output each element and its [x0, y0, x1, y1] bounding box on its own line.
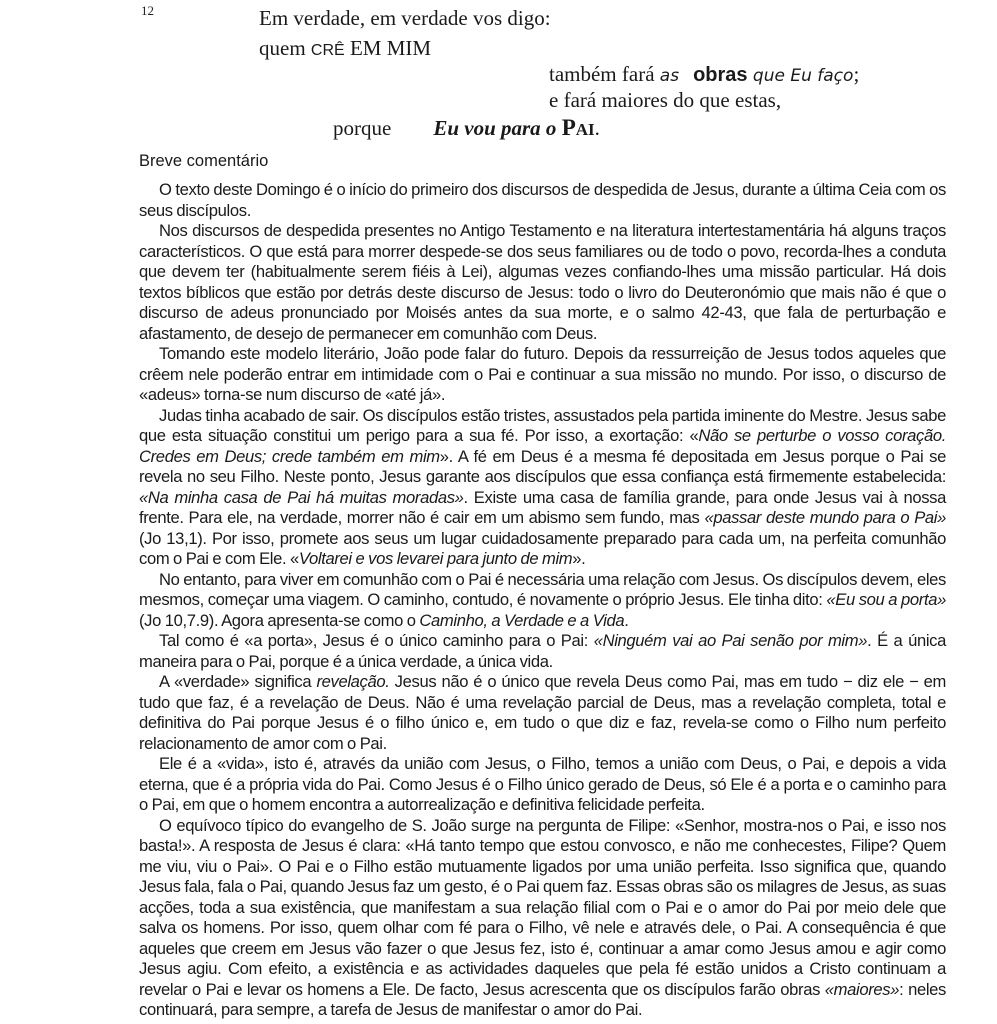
text: . É a única maneira para o Pai, porque é a única verdade, a única vida.: [139, 631, 946, 671]
quote-italic: «passar deste mundo para o Pai»: [704, 508, 947, 527]
commentary-paragraph: O texto deste Domingo é o início do primeiro dos discursos de despedida de Jesus, durante a última Ceia com os seus discípulos.: [139, 180, 946, 220]
verse-as: as: [659, 66, 680, 86]
commentary-paragraph: Nos discursos de despedida presentes no Antigo Testamento e na literatura intertestamentária há alguns traços característicos. O que está para morrer despede-se dos seus familiares ou de todo o povo, recorda-lhes a conduta que devem ter (habitualmente serem fiéis à Lei), algumas vezes confiando-lhes uma missão particular. Há dois textos bíblicos que estão por detrás deste discurso de Jesus: todo o livro do Deuteronómio que mais não é que o discurso de adeus pronunciado por Moisés antes da sua morte, e o salmo 42-43, que fala de perturbação e afastamento, de desejo de permanecer em comunhão com Deus.: [139, 221, 946, 343]
commentary-paragraph: [139, 570, 946, 632]
commentary-heading: Breve comentário: [139, 152, 269, 170]
verse-line-1: Em verdade, em verdade vos digo:: [259, 6, 551, 30]
text: Judas tinha acabado de sair. Os discípulos estão tristes, assustados pela partida iminente do Mestre. Jesus sabe que esta situação constitui um perigo para a sua fé. Por isso, a exortação: «: [139, 405, 946, 445]
text: (Jo 10,7.9). Agora apresenta-se como o: [139, 610, 420, 630]
commentary-paragraph: Ele é a «vida», isto é, através da união com Jesus, o Filho, temos a união com Deus, o Pai, e depois a vida eterna, que é a própria vida do Pai. Como Jesus é o Filho único gerado de Deus, só Ele é a porta e o caminho para o Pai, em que o homem encontra a autorrealização e definitiva felicidade perfeita.: [139, 754, 946, 814]
verse-porque: porque: [333, 116, 392, 140]
text: (Jo 13,1). Por isso, promete aos seus um lugar cuidadosamente preparado para cada um, na perfeita comunhão com o Pai e com Ele. «: [139, 528, 946, 568]
commentary-paragraph: Tomando este modelo literário, João pode falar do futuro. Depois da ressurreição de Jesus todos aqueles que crêem nele poderão entrar em intimidade com o Pai e continuar a sua missão no mundo. Por isso, o discurso de «adeus» torna-se num discurso de «até já».: [139, 344, 946, 404]
text: ». A fé em Deus é a mesma fé depositada em Jesus porque o Pai se revela no seu Filho. Neste ponto, Jesus garante aos discípulos que essa confiança está firmemente estabelecida:: [139, 446, 947, 486]
commentary-paragraph: [139, 816, 946, 1021]
quote-italic: «maiores»: [824, 979, 900, 999]
commentary-paragraph: [139, 631, 946, 672]
text: : neles continuará, para sempre, a tarefa de Jesus de manifestar o amor do Pai.: [139, 979, 946, 1019]
quote-italic: Não se perturbe o vosso coração. Credes em Deus; crede também em mim: [139, 426, 946, 466]
text: No entanto, para viver em comunhão com o Pai é necessária uma relação com Jesus. Os discípulos devem, eles mesmos, começar uma viagem. O caminho, contudo, é novamente o próprio Jesus. Ele tinha dito:: [139, 569, 946, 609]
verse-cre: CRÊ: [310, 42, 345, 59]
quote-italic: Voltarei e vos levarei para junto de mim: [298, 549, 573, 568]
quote-italic: «Eu sou a porta»: [826, 590, 946, 609]
verse-obras: obras: [693, 64, 748, 86]
verse-line-3: [549, 62, 859, 87]
page-number: 12: [141, 3, 154, 18]
verse-line-4: e fará maiores do que estas,: [549, 88, 782, 112]
text: Tal como é «a porta», Jesus é o único caminho para o Pai:: [159, 631, 594, 650]
verse-period: .: [594, 116, 600, 140]
commentary-body: [139, 180, 946, 1021]
verse-eu-vou: Eu vou para o: [433, 116, 562, 140]
verse-line-2: [259, 36, 431, 61]
verse-pai-rest: AI: [575, 120, 595, 139]
text: ».: [572, 549, 586, 568]
quote-italic: «Na minha casa de Pai há muitas moradas»: [139, 487, 464, 507]
quote-italic: revelação.: [316, 672, 390, 691]
verse-semicolon: ;: [853, 62, 860, 86]
quote-italic: «Ninguém vai ao Pai senão por mim»: [593, 631, 868, 650]
verse-em-mim: EM MIM: [344, 36, 432, 60]
text: A «verdade» significa: [159, 672, 317, 691]
quote-italic: Caminho, a Verdade e a Vida: [419, 610, 625, 630]
commentary-paragraph: [139, 672, 946, 754]
text: . Existe uma casa de família grande, para onde Jesus vai à nossa frente. Para ele, na verdade, morrer não é cair em um abismo sem fundo, mas: [139, 487, 947, 527]
text: O equívoco típico do evangelho de S. João surge na pergunta de Filipe: «Senhor, mostra-nos o Pai, e isso nos basta!». A resposta de Jesus é clara: «Há tanto tempo que estou convosco, e não me conhecestes, Filipe? Quem me viu, viu o Pai». O Pai e o Filho estão mutuamente ligados por uma união perfeita. Isso significa que, quando Jesus fala, fala o Pai, quando Jesus faz um gesto, é o Pai quem faz. Essas obras são os milagres de Jesus, as suas acções, toda a sua existência, que manifestam a sua relação filial com o Pai e o amor do Pai por meio dele que salva os homens. Por isso, quem olhar com fé para o Filho, vê nele e através dele, o Pai. A consequência é que aqueles que creem em Jesus vão fazer o que Jesus fez, isto é, continuar a amar como Jesus amou e agir como Jesus agiu. Com efeito, a existência e as actividades daqueles que pela fé estão unidos a Cristo continuam a revelar o Pai e levar os homens a Ele. De facto, Jesus acrescenta que os discípulos farão obras: [139, 815, 946, 999]
verse-que-eu-faco: que Eu faço: [747, 66, 854, 86]
verse-tambem-fara: também fará: [549, 62, 660, 86]
text: Jesus não é o único que revela Deus como Pai, mas em tudo − diz ele − em tudo que faz, é a revelação de Deus. Não é uma revelação parcial de Deus, mas a revelação completa, total e definitiva do Pai porque Jesus é o filho único e, em tudo o que diz e faz, revela-se como o Filho num perfeito relacionamento de amor com o Pai.: [139, 672, 947, 753]
commentary-paragraph: [139, 406, 946, 570]
verse-pai-initial: P: [561, 115, 576, 140]
verse-line-2-start: quem: [259, 36, 311, 60]
text: .: [624, 610, 629, 630]
verse-line-5: [333, 115, 600, 141]
